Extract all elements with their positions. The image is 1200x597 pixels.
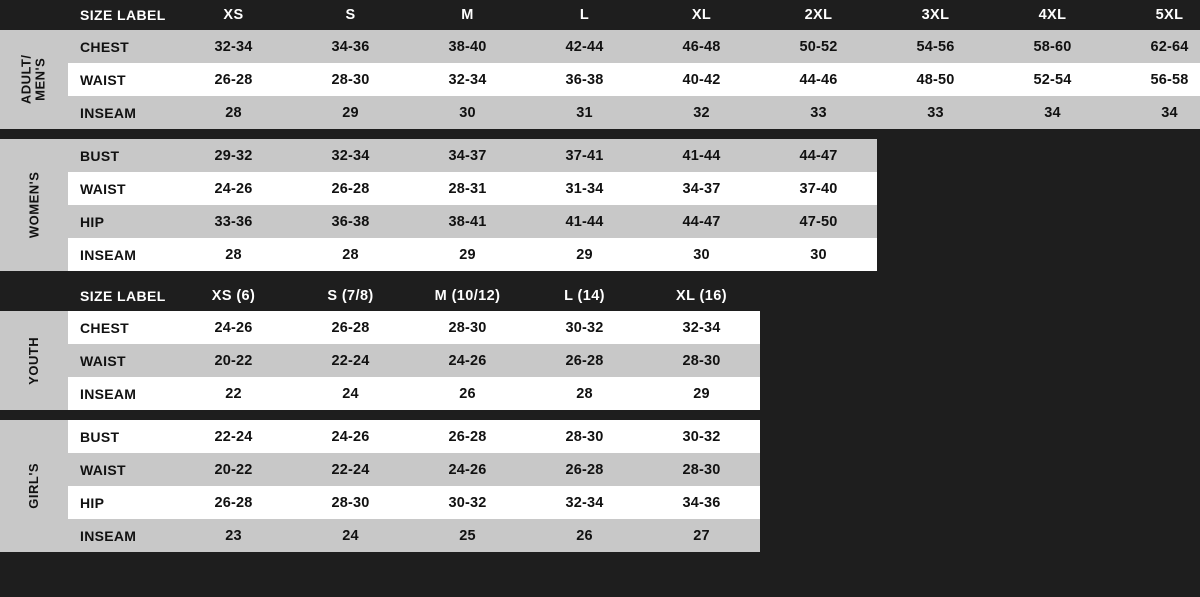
cell-value: 30-32 [526,311,643,344]
cell-value: 20-22 [175,344,292,377]
cell-value: 32-34 [526,486,643,519]
cell-value: 32-34 [292,139,409,172]
table-row [0,486,1200,519]
cell-empty [994,519,1111,552]
cell-value: 28-30 [643,344,760,377]
header-size-1: XS (6) [175,281,292,311]
table-row [0,205,1200,238]
header-side-spacer [0,281,68,311]
cell-value: 32 [643,96,760,129]
cell-value: 33 [877,96,994,129]
cell-empty [994,453,1111,486]
cell-empty [994,377,1111,410]
size-section-1 [0,0,1200,129]
section-divider [0,410,1200,420]
table-row [0,420,1200,453]
section-divider [0,271,1200,281]
cell-value: 38-40 [409,30,526,63]
cell-value: 48-50 [877,63,994,96]
cell-empty [994,205,1111,238]
row-label-inseam: INSEAM [68,238,175,271]
cell-value: 20-22 [175,453,292,486]
cell-value: 44-46 [760,63,877,96]
cell-empty [994,420,1111,453]
cell-value: 62-64 [1111,30,1200,63]
header-size-4: L [526,0,643,30]
cell-empty [1111,311,1200,344]
table-row [0,172,1200,205]
cell-value: 28 [292,238,409,271]
cell-value: 29 [643,377,760,410]
cell-value: 31 [526,96,643,129]
cell-value: 36-38 [526,63,643,96]
section-side-label-text: WOMEN'S [26,171,42,239]
cell-value: 26-28 [292,172,409,205]
cell-value: 26 [526,519,643,552]
row-label-inseam: INSEAM [68,377,175,410]
cell-value: 34-36 [292,30,409,63]
cell-empty [760,486,877,519]
cell-value: 30 [409,96,526,129]
row-label-waist: WAIST [68,344,175,377]
cell-empty [1111,486,1200,519]
row-label-inseam: INSEAM [68,96,175,129]
cell-value: 28 [175,238,292,271]
size-section-2 [0,139,1200,271]
cell-value: 28-30 [526,420,643,453]
header-size-6: 2XL [760,0,877,30]
table-row [0,238,1200,271]
cell-value: 28 [175,96,292,129]
cell-value: 24-26 [175,172,292,205]
header-size-2: S (7/8) [292,281,409,311]
cell-value: 30 [643,238,760,271]
cell-value: 47-50 [760,205,877,238]
table-row [0,30,1200,63]
table-row [0,139,1200,172]
cell-empty [1111,205,1200,238]
cell-value: 24-26 [175,311,292,344]
cell-value: 34 [1111,96,1200,129]
cell-value: 28-30 [292,486,409,519]
section-divider [0,129,1200,139]
cell-value: 37-41 [526,139,643,172]
row-label-hip: HIP [68,205,175,238]
cell-empty [877,238,994,271]
cell-empty [760,377,877,410]
row-label-waist: WAIST [68,453,175,486]
header-size-8: 4XL [994,0,1111,30]
cell-value: 25 [409,519,526,552]
cell-value: 32-34 [643,311,760,344]
cell-value: 54-56 [877,30,994,63]
header-size-2: S [292,0,409,30]
header-size-5: XL [643,0,760,30]
table-row [0,344,1200,377]
cell-empty [994,311,1111,344]
header-row [0,281,1200,311]
cell-value: 34-37 [643,172,760,205]
row-label-hip: HIP [68,486,175,519]
row-label-waist: WAIST [68,172,175,205]
cell-value: 29 [409,238,526,271]
cell-value: 26-28 [409,420,526,453]
cell-empty [1111,172,1200,205]
cell-empty [1111,519,1200,552]
cell-value: 33 [760,96,877,129]
cell-empty [760,311,877,344]
header-row [0,0,1200,30]
cell-value: 22-24 [292,344,409,377]
cell-empty [877,420,994,453]
cell-value: 26-28 [175,63,292,96]
cell-value: 44-47 [643,205,760,238]
cell-value: 30-32 [409,486,526,519]
cell-value: 28 [526,377,643,410]
table-row [0,63,1200,96]
section-side-label [0,420,68,552]
header-size-5: XL (16) [643,281,760,311]
cell-value: 44-47 [760,139,877,172]
cell-empty [994,344,1111,377]
cell-value: 24 [292,377,409,410]
cell-value: 22 [175,377,292,410]
section-side-label [0,30,68,129]
cell-empty [877,205,994,238]
row-label-chest: CHEST [68,30,175,63]
cell-value: 27 [643,519,760,552]
cell-value: 22-24 [292,453,409,486]
cell-value: 42-44 [526,30,643,63]
cell-value: 52-54 [994,63,1111,96]
header-size-7: 3XL [877,0,994,30]
cell-empty [877,519,994,552]
cell-value: 46-48 [643,30,760,63]
cell-value: 50-52 [760,30,877,63]
cell-value: 24 [292,519,409,552]
cell-value: 29 [292,96,409,129]
cell-empty [877,311,994,344]
size-section-4 [0,420,1200,552]
table-row [0,96,1200,129]
cell-value: 23 [175,519,292,552]
header-size-3: M [409,0,526,30]
cell-value: 40-42 [643,63,760,96]
cell-value: 26-28 [526,344,643,377]
cell-value: 34-36 [643,486,760,519]
table-row [0,377,1200,410]
cell-empty [760,453,877,486]
cell-empty [1111,377,1200,410]
section-side-label-text: ADULT/ MEN'S [18,54,48,105]
cell-empty [994,486,1111,519]
cell-value: 24-26 [409,344,526,377]
header-size-label: SIZE LABEL [68,0,175,30]
cell-value: 29-32 [175,139,292,172]
header-size-9: 5XL [1111,0,1200,30]
cell-empty [994,139,1111,172]
cell-value: 58-60 [994,30,1111,63]
cell-empty [1111,238,1200,271]
cell-value: 31-34 [526,172,643,205]
header-empty-9 [1111,281,1200,311]
cell-value: 41-44 [643,139,760,172]
cell-empty [877,453,994,486]
cell-value: 28-31 [409,172,526,205]
size-section-3 [0,281,1200,410]
cell-empty [877,139,994,172]
section-side-label [0,311,68,410]
row-label-waist: WAIST [68,63,175,96]
cell-empty [877,486,994,519]
cell-value: 26-28 [526,453,643,486]
cell-value: 28-30 [409,311,526,344]
cell-value: 26-28 [292,311,409,344]
cell-value: 34 [994,96,1111,129]
row-label-bust: BUST [68,420,175,453]
header-empty-7 [877,281,994,311]
cell-empty [877,377,994,410]
cell-value: 32-34 [175,30,292,63]
cell-value: 24-26 [409,453,526,486]
cell-value: 22-24 [175,420,292,453]
table-row [0,453,1200,486]
cell-value: 37-40 [760,172,877,205]
cell-value: 32-34 [409,63,526,96]
cell-empty [760,344,877,377]
header-size-3: M (10/12) [409,281,526,311]
header-size-4: L (14) [526,281,643,311]
cell-empty [1111,344,1200,377]
cell-value: 28-30 [292,63,409,96]
cell-empty [994,172,1111,205]
cell-empty [760,420,877,453]
cell-empty [1111,420,1200,453]
header-size-label: SIZE LABEL [68,281,175,311]
cell-value: 26-28 [175,486,292,519]
cell-value: 41-44 [526,205,643,238]
section-side-label-text: YOUTH [26,336,42,385]
cell-value: 26 [409,377,526,410]
cell-value: 30 [760,238,877,271]
row-label-bust: BUST [68,139,175,172]
cell-empty [760,519,877,552]
header-size-1: XS [175,0,292,30]
cell-empty [1111,453,1200,486]
cell-value: 36-38 [292,205,409,238]
table-row [0,311,1200,344]
cell-empty [994,238,1111,271]
cell-value: 38-41 [409,205,526,238]
section-side-label-text: GIRL'S [26,463,42,509]
cell-value: 28-30 [643,453,760,486]
row-label-chest: CHEST [68,311,175,344]
cell-value: 34-37 [409,139,526,172]
cell-empty [1111,139,1200,172]
section-side-label [0,139,68,271]
row-label-inseam: INSEAM [68,519,175,552]
header-empty-6 [760,281,877,311]
header-empty-8 [994,281,1111,311]
cell-value: 33-36 [175,205,292,238]
cell-empty [877,344,994,377]
cell-value: 56-58 [1111,63,1200,96]
cell-empty [877,172,994,205]
cell-value: 24-26 [292,420,409,453]
table-row [0,519,1200,552]
cell-value: 30-32 [643,420,760,453]
cell-value: 29 [526,238,643,271]
header-side-spacer [0,0,68,30]
